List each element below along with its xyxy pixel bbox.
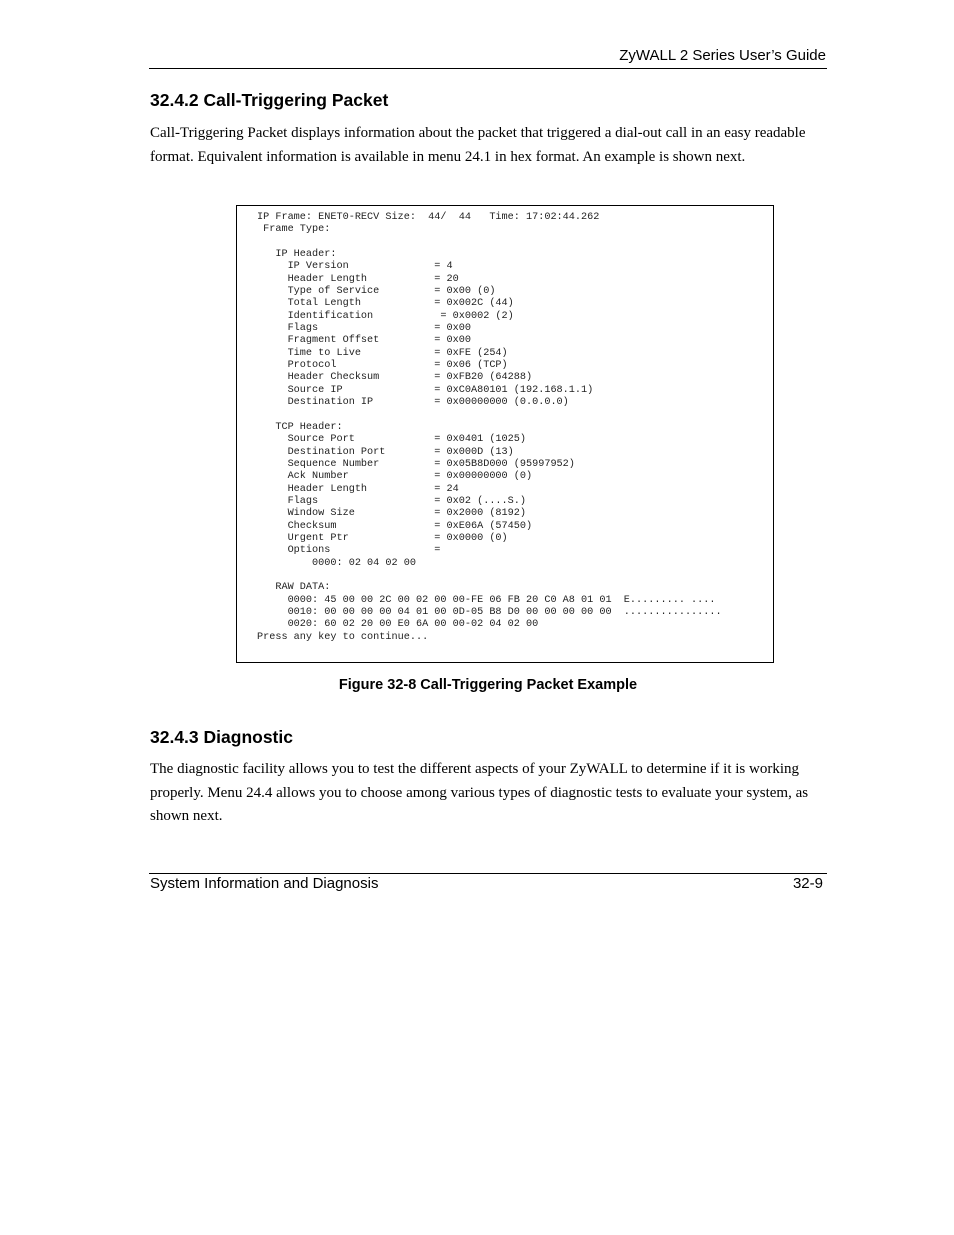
code-line: Source IP = 0xC0A80101 (192.168.1.1) [257,384,594,396]
code-line: 0000: 45 00 00 2C 00 02 00 00-FE 06 FB 20 C0 A8 01 01 E......... .... [257,594,716,606]
section-paragraph-diagnostic: The diagnostic facility allows you to test the different aspects of your ZyWALL to determine if it is working properly. Menu 24.4 allows you to choose among various types of diagnostic tests to evaluate your system, as shown next. [150,761,809,824]
code-line: Frame Type: [257,224,331,236]
section-heading-call-triggering-packet: 32.4.2 Call-Triggering Packet [150,90,389,110]
code-line: Checksum = 0xE06A (57450) [257,520,533,532]
code-line: Ack Number = 0x00000000 (0) [257,471,533,483]
figure-call-triggering-packet [236,205,774,663]
code-line: Fragment Offset = 0x00 [257,335,471,347]
code-line: IP Frame: ENET0-RECV Size: 44/ 44 Time: 17:02:44.262 [257,212,600,223]
code-line: IP Version = 4 [257,261,453,273]
code-line: Protocol = 0x06 (TCP) [257,360,508,372]
section-paragraph-call-triggering-packet: Call-Triggering Packet displays information about the packet that triggered a dial-out call in an easy readable format. Equivalent information is available in menu 24.1 in hex format. An example is shown next. [150,125,806,165]
code-line: Time to Live = 0xFE (254) [257,347,508,359]
code-line: Total Length = 0x002C (44) [257,298,514,310]
code-line: Header Length = 24 [257,483,459,495]
code-line: TCP Header: [257,421,343,433]
code-line: Press any key to continue... [257,631,429,643]
code-line: Flags = 0x02 (....S.) [257,495,526,507]
code-line: Sequence Number = 0x05B8D000 (95997952) [257,458,575,470]
running-header-title: ZyWALL 2 Series User’s Guide [619,47,826,64]
header-rule [149,68,827,69]
code-line: Header Checksum = 0xFB20 (64288) [257,372,533,384]
code-line: Options = [257,545,441,557]
code-line: Identification = 0x0002 (2) [257,310,514,322]
code-line: RAW DATA: [257,582,331,594]
footer-chapter-title: System Information and Diagnosis [150,875,379,892]
code-line: 0020: 60 02 20 00 E0 6A 00 00-02 04 02 00 [257,619,539,631]
code-line: 0010: 00 00 00 00 04 01 00 0D-05 B8 D0 00 00 00 00 00 ................ [257,607,722,618]
code-line: IP Header: [257,249,337,261]
packet-dump-code [257,212,722,644]
code-line: Flags = 0x00 [257,323,471,335]
code-line: Source Port = 0x0401 (1025) [257,434,526,446]
footer-page-number: 32-9 [792,875,823,892]
code-line: Window Size = 0x2000 (8192) [257,508,526,520]
figure-caption: Figure 32-8 Call-Triggering Packet Example [338,677,638,693]
footer-rule [149,873,827,874]
code-line: Destination Port = 0x000D (13) [257,446,514,458]
code-line: 0000: 02 04 02 00 [257,557,416,569]
section-heading-diagnostic: 32.4.3 Diagnostic [150,727,293,747]
code-line: Destination IP = 0x00000000 (0.0.0.0) [257,397,569,409]
code-line: Urgent Ptr = 0x0000 (0) [257,532,508,544]
code-line: Type of Service = 0x00 (0) [257,286,496,298]
code-line: Header Length = 20 [257,273,459,285]
